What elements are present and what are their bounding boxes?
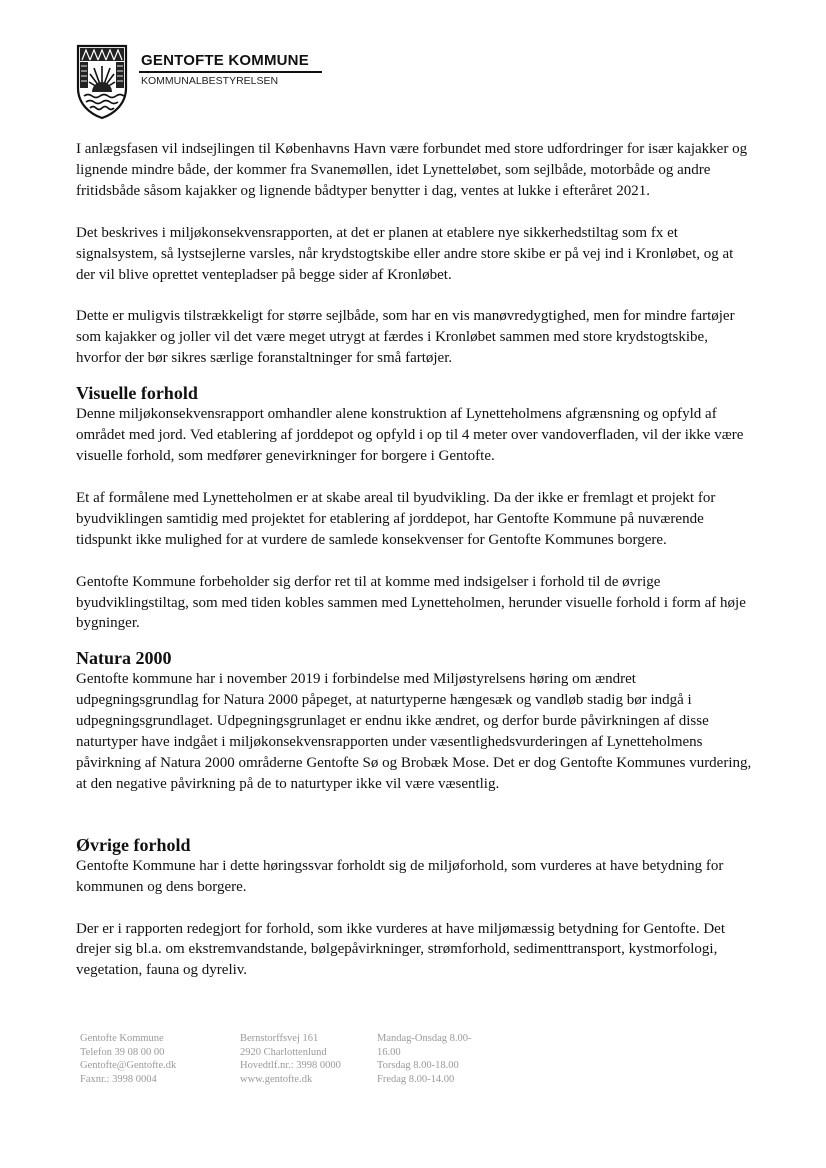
- footer-contact-column: [80, 1032, 176, 1086]
- footer-line: Torsdag 8.00-18.00: [377, 1060, 459, 1071]
- heading-natura-2000: Natura 2000: [76, 648, 172, 669]
- header-divider: [139, 71, 322, 73]
- footer-line: Telefon 39 08 00 00: [80, 1046, 165, 1058]
- footer-line: Mandag-Onsdag 8.00-: [377, 1033, 472, 1044]
- footer-line: Bernstorffsvej 161: [240, 1033, 319, 1044]
- footer-address-column: [240, 1032, 341, 1086]
- heading-visual-conditions: Visuelle forhold: [76, 383, 198, 404]
- footer-line: 2920 Charlottenlund: [240, 1046, 327, 1058]
- footer-line: Hovedtlf.nr.: 3998 0000: [240, 1060, 341, 1071]
- footer-line: 16.00: [377, 1046, 401, 1058]
- organization-subtitle: KOMMUNALBESTYRELSEN: [141, 75, 279, 87]
- footer-website-link[interactable]: www.gentofte.dk: [240, 1073, 313, 1085]
- heading-other-conditions: Øvrige forhold: [76, 834, 191, 855]
- paragraph-visual-scope: Denne miljøkonsekvensrapport omhandler alene konstruktion af Lynetteholmens afgrænsning og opfyld af området med jord. Ved etablering af jorddepot og opfyld i op til 4 meter over vandoverfladen, vil der ikke være visuelle forhold, som medfører genevirkninger for borgere i Gentofte.: [76, 406, 744, 464]
- paragraph-environmental-conditions: Gentofte Kommune har i dette høringssvar forholdt sig de miljøforhold, som vurderes at have betydning for kommunen og dens borgere.: [76, 857, 724, 895]
- paragraph-non-significant-factors: Der er i rapporten redegjort for forhold, som ikke vurderes at have miljømæssig betydning for Gentofte. Det drejer sig bl.a. om ekstremvandstande, bølgepåvirkninger, strømforhold, sedimenttransport, kystmorfologi, vegetation, fauna og dyreliv.: [76, 920, 725, 979]
- paragraph-construction-phase: I anlægsfasen vil indsejlingen til Københavns Havn være forbundet med store udfordringer for især kajakker og lignende mindre både, der kommer fra Svanemøllen, idet Lynetteløbet, som sejlbåde, motorbåde og andre fritidsbåde såsom kajakker og lignende bådtyper benytter i dag, ventes at lukke i efteråret 2021.: [76, 141, 748, 199]
- paragraph-small-vessels: Dette er muligvis tilstrækkeligt for større sejlbåde, som har en vis manøvredygtighed, men for mindre fartøjer som kajakker og joller vil det være meget utrygt at færdes i Kronløbet sammen med store krydstogtskibe, hvorfor der bør sikres særlige foranstaltninger for små fartøjer.: [76, 308, 735, 367]
- paragraph-natura-2000: Gentofte kommune har i november 2019 i forbindelse med Miljøstyrelsens høring om ændret udpegningsgrundlag for Natura 2000 påpeget, at naturtyperne hængesæk og vandløb stadig bør indgå i udpegningsgrundlaget. Udpegningsgrunlaget er endnu ikke ændret, og derfor burde påvirkningen af disse naturtyper have indgået i miljøkonsekvensrapporten under væsentlighedsvurderingen af Lynetteholmens påvirkning af Natura 2000 områderne Gentofte Sø og Brobæk Mose. Det er dog Gentofte Kommunes vurdering, at den negative påvirkning på de to naturtyper ikke vil være væsentlig.: [76, 671, 752, 792]
- document-body: [76, 139, 752, 981]
- organization-name: GENTOFTE KOMMUNE: [141, 52, 309, 69]
- footer-hours-column: [377, 1032, 471, 1086]
- paragraph-urban-development: Et af formålene med Lynetteholmen er at skabe areal til byudvikling. Da der ikke er fremlagt et projekt for byudviklingen samtidig med projektet for etablering af jorddepot, har Gentofte Kommune på nuværende tidspunkt ikke mulighed for at vurdere de samlede konsekvenser for Gentofte Kommunes borgere.: [76, 489, 716, 548]
- paragraph-safety-measures: Det beskrives i miljøkonsekvensrapporten, at det er planen at etablere nye sikkerhedstiltag som fx et signalsystem, så lystsejlerne varsles, når krydstogtskibe eller andre store skibe er på vej ind i Kronløbet, og at der vil blive oprettet ventepladser på begge sider af Kronløbet.: [76, 224, 734, 283]
- footer-line: Gentofte Kommune: [80, 1033, 164, 1044]
- gentofte-crest-icon: [76, 44, 128, 120]
- footer-line: Fredag 8.00-14.00: [377, 1073, 455, 1085]
- footer-email-link[interactable]: Gentofte@Gentofte.dk: [80, 1060, 177, 1071]
- paragraph-objection-reservation: Gentofte Kommune forbeholder sig derfor ret til at komme med indsigelser i forhold til de øvrige byudviklingstiltag, som med tiden kobles sammen med Lynetteholmen, herunder visuelle forhold i form af høje bygninger.: [76, 573, 746, 632]
- footer-line: Faxnr.: 3998 0004: [80, 1073, 157, 1085]
